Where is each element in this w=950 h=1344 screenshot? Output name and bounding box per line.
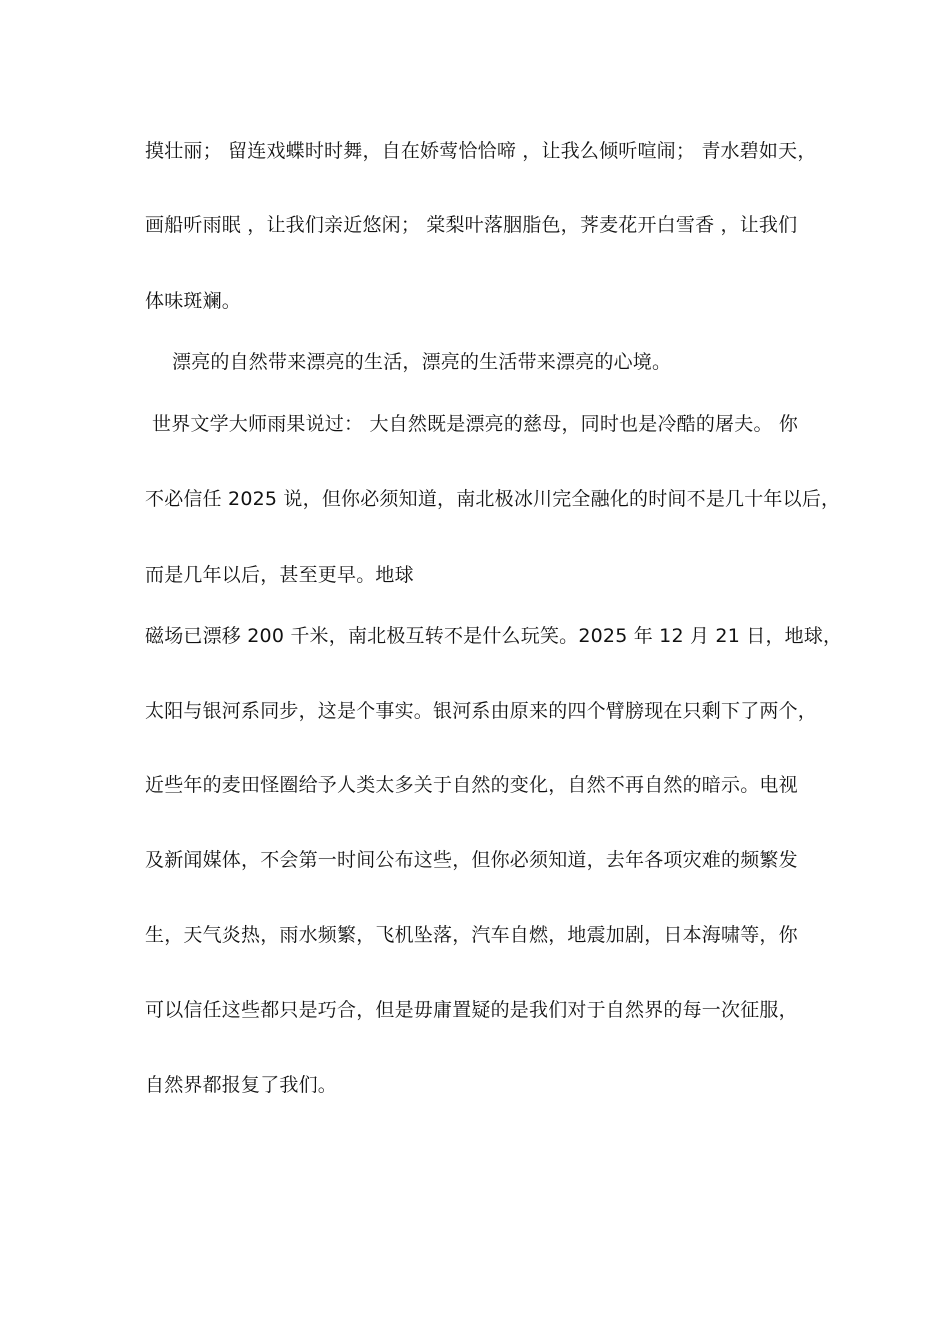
text-line: 磁场已漂移 200 千米，南北极互转不是什么玩笑。2025 年 12 月 21 日，地球， [145, 625, 843, 647]
text-line: 可以信任这些都只是巧合，但是毋庸置疑的是我们对于自然界的每一次征服， [145, 999, 798, 1021]
text-line: 生，天气炎热，雨水频繁，飞机坠落，汽车自燃，地震加剧，日本海啸等，你 [145, 924, 798, 946]
text-line: 摸壮丽； 留连戏蝶时时舞，自在娇莺恰恰啼 ，让我么倾听喧闹； 青水碧如天， [145, 140, 817, 162]
text-line: 世界文学大师雨果说过： 大自然既是漂亮的慈母，同时也是冷酷的屠夫。 你 [152, 413, 799, 435]
text-line: 而是几年以后，甚至更早。地球 [145, 564, 414, 586]
text-line: 体味斑斓。 [145, 290, 242, 312]
text-line: 不必信任 2025 说，但你必须知道，南北极冰川完全融化的时间不是几十年以后， [145, 488, 841, 510]
text-line: 及新闻媒体，不会第一时间公布这些，但你必须知道，去年各项灾难的频繁发 [145, 849, 798, 871]
text-line: 漂亮的自然带来漂亮的生活，漂亮的生活带来漂亮的心境。 [172, 351, 672, 373]
text-line: 近些年的麦田怪圈给予人类太多关于自然的变化，自然不再自然的暗示。电视 [145, 774, 798, 796]
text-line: 自然界都报复了我们。 [145, 1074, 338, 1096]
text-line: 太阳与银河系同步，这是个事实。银河系由原来的四个臂膀现在只剩下了两个， [145, 700, 818, 722]
text-line: 画船听雨眠 ，让我们亲近悠闲； 棠梨叶落胭脂色，荠麦花开白雪香 ，让我们 [145, 214, 798, 236]
